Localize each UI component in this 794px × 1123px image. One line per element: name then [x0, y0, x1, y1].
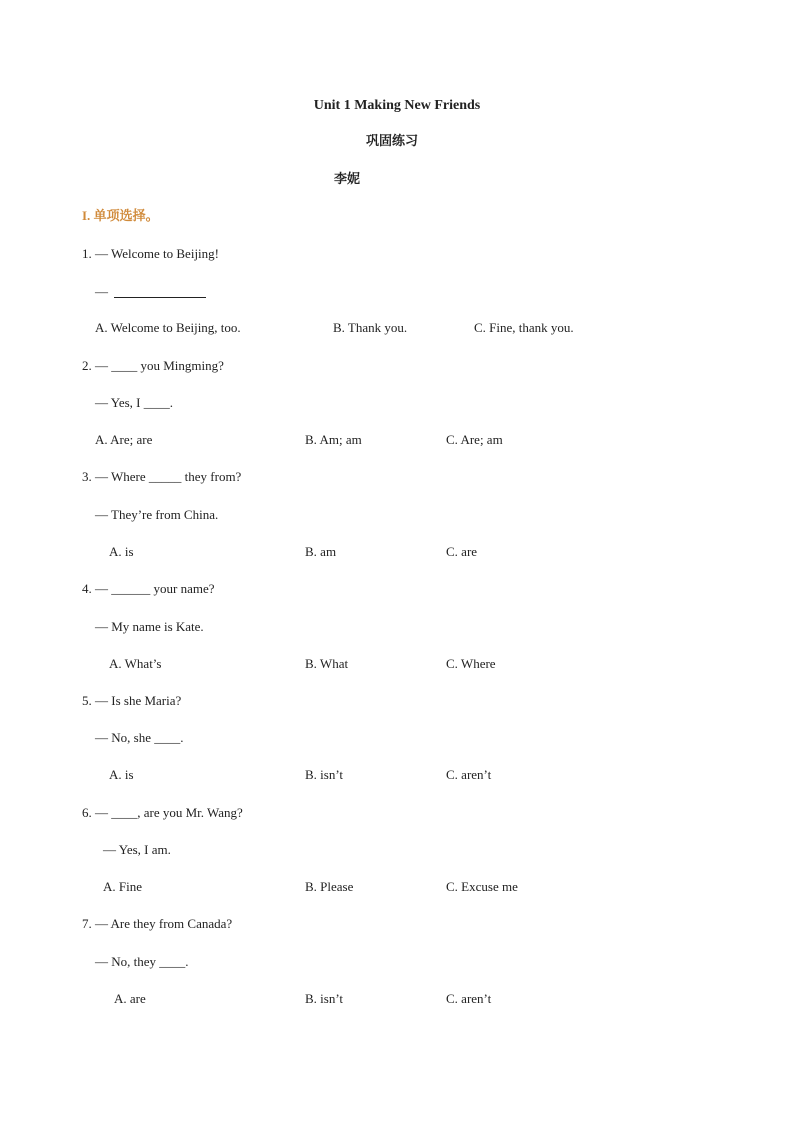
question-prompt: 4. — ______ your name? [82, 581, 215, 596]
option-b: B. Thank you. [333, 320, 408, 335]
section-heading [82, 208, 159, 225]
question-response: — They’re from China. [95, 507, 219, 522]
answer-blank [114, 297, 206, 298]
question-response: — No, they ____. [95, 954, 189, 969]
option-c: C. Are; am [446, 432, 503, 447]
question-prompt: 2. — ____ you Mingming? [82, 358, 224, 373]
author-name: 李妮 [334, 172, 361, 187]
option-c: C. Where [446, 656, 496, 671]
option-b: B. What [305, 656, 349, 671]
option-a: A. What’s [109, 656, 162, 671]
document-title: Unit 1 Making New Friends [313, 98, 481, 113]
document-subtitle: 巩固练习 [366, 134, 419, 149]
question-response: — Yes, I am. [103, 842, 171, 857]
option-c: C. are [446, 544, 478, 559]
question-response: — Yes, I ____. [95, 395, 174, 410]
option-b: B. Am; am [305, 432, 362, 447]
question-prompt: 1. — Welcome to Beijing! [82, 246, 219, 261]
option-a: A. is [109, 767, 134, 782]
question-prompt: 3. — Where _____ they from? [82, 469, 242, 484]
section-heading-text: 单项选择。 [93, 209, 159, 224]
option-c: C. Fine, thank you. [474, 320, 574, 335]
question-response: — No, she ____. [95, 730, 184, 745]
question-prompt: 7. — Are they from Canada? [82, 916, 233, 931]
option-c: C. aren’t [446, 991, 492, 1006]
option-b: B. am [305, 544, 337, 559]
option-a: A. are [114, 991, 146, 1006]
section-numeral: I. [82, 208, 91, 223]
option-b: B. isn’t [305, 991, 344, 1006]
question-response: — My name is Kate. [95, 619, 204, 634]
option-b: B. Please [305, 879, 354, 894]
option-a: A. Welcome to Beijing, too. [95, 320, 241, 335]
option-a: A. Are; are [95, 432, 153, 447]
option-c: C. Excuse me [446, 879, 518, 894]
option-b: B. isn’t [305, 767, 344, 782]
question-response: — [95, 284, 108, 299]
option-a: A. Fine [103, 879, 142, 894]
question-prompt: 5. — Is she Maria? [82, 693, 182, 708]
question-prompt: 6. — ____, are you Mr. Wang? [82, 805, 243, 820]
option-a: A. is [109, 544, 134, 559]
option-c: C. aren’t [446, 767, 492, 782]
